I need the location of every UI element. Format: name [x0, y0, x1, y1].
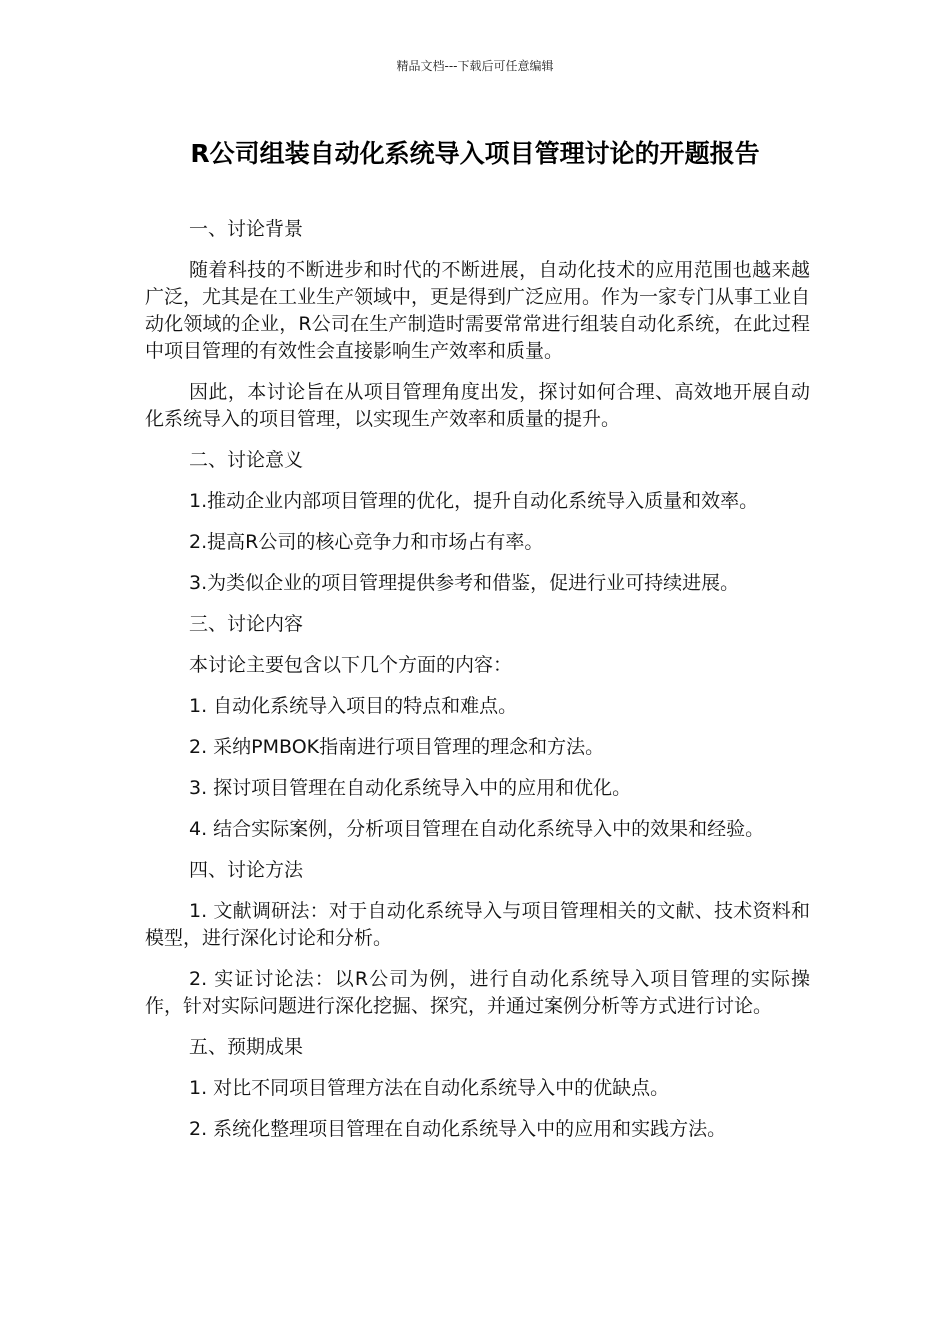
- content-item-4: 4. 结合实际案例，分析项目管理在自动化系统导入中的效果和经验。: [189, 818, 765, 840]
- significance-item-2: 2.提高R公司的核心竞争力和市场占有率。: [189, 531, 544, 553]
- method-item-2: 2. 实证讨论法：以R公司为例，进行自动化系统导入项目管理的实际操作，针对实际问题进行深化挖掘、探究，并通过案例分析等方式进行讨论。: [145, 968, 810, 1017]
- page-header: 精品文档---下载后可任意编辑: [396, 59, 554, 73]
- outcome-item-1: 1. 对比不同项目管理方法在自动化系统导入中的优缺点。: [189, 1077, 670, 1099]
- significance-item-1: 1.推动企业内部项目管理的优化，提升自动化系统导入质量和效率。: [189, 490, 759, 512]
- content-item-2: 2. 采纳PMBOK指南进行项目管理的理念和方法。: [189, 736, 605, 758]
- section-heading-background: 一、讨论背景: [189, 218, 304, 240]
- outcome-item-2: 2. 系统化整理项目管理在自动化系统导入中的应用和实践方法。: [189, 1118, 727, 1140]
- background-paragraph-2: 因此，本讨论旨在从项目管理角度出发，探讨如何合理、高效地开展自动化系统导入的项目管理，以实现生产效率和质量的提升。: [145, 381, 810, 430]
- content-item-3: 3. 探讨项目管理在自动化系统导入中的应用和优化。: [189, 777, 632, 799]
- content-item-1: 1. 自动化系统导入项目的特点和难点。: [189, 695, 518, 717]
- section-heading-significance: 二、讨论意义: [189, 449, 304, 471]
- section-heading-outcomes: 五、预期成果: [189, 1036, 304, 1058]
- method-item-1: 1. 文献调研法：对于自动化系统导入与项目管理相关的文献、技术资料和模型，进行深化讨论和分析。: [145, 900, 810, 949]
- significance-item-3: 3.为类似企业的项目管理提供参考和借鉴，促进行业可持续进展。: [189, 572, 740, 594]
- section-heading-methods: 四、讨论方法: [189, 859, 304, 881]
- background-paragraph-1: 随着科技的不断进步和时代的不断进展，自动化技术的应用范围也越来越广泛，尤其是在工业生产领域中，更是得到广泛应用。作为一家专门从事工业自动化领域的企业，R公司在生产制造时需要常常进行组装自动化系统，在此过程中项目管理的有效性会直接影响生产效率和质量。: [145, 259, 811, 362]
- document-body: [145, 216, 810, 1157]
- document-title: R公司组装自动化系统导入项目管理讨论的开题报告: [190, 139, 760, 168]
- content-intro: 本讨论主要包含以下几个方面的内容：: [189, 654, 513, 676]
- section-heading-content: 三、讨论内容: [189, 613, 304, 635]
